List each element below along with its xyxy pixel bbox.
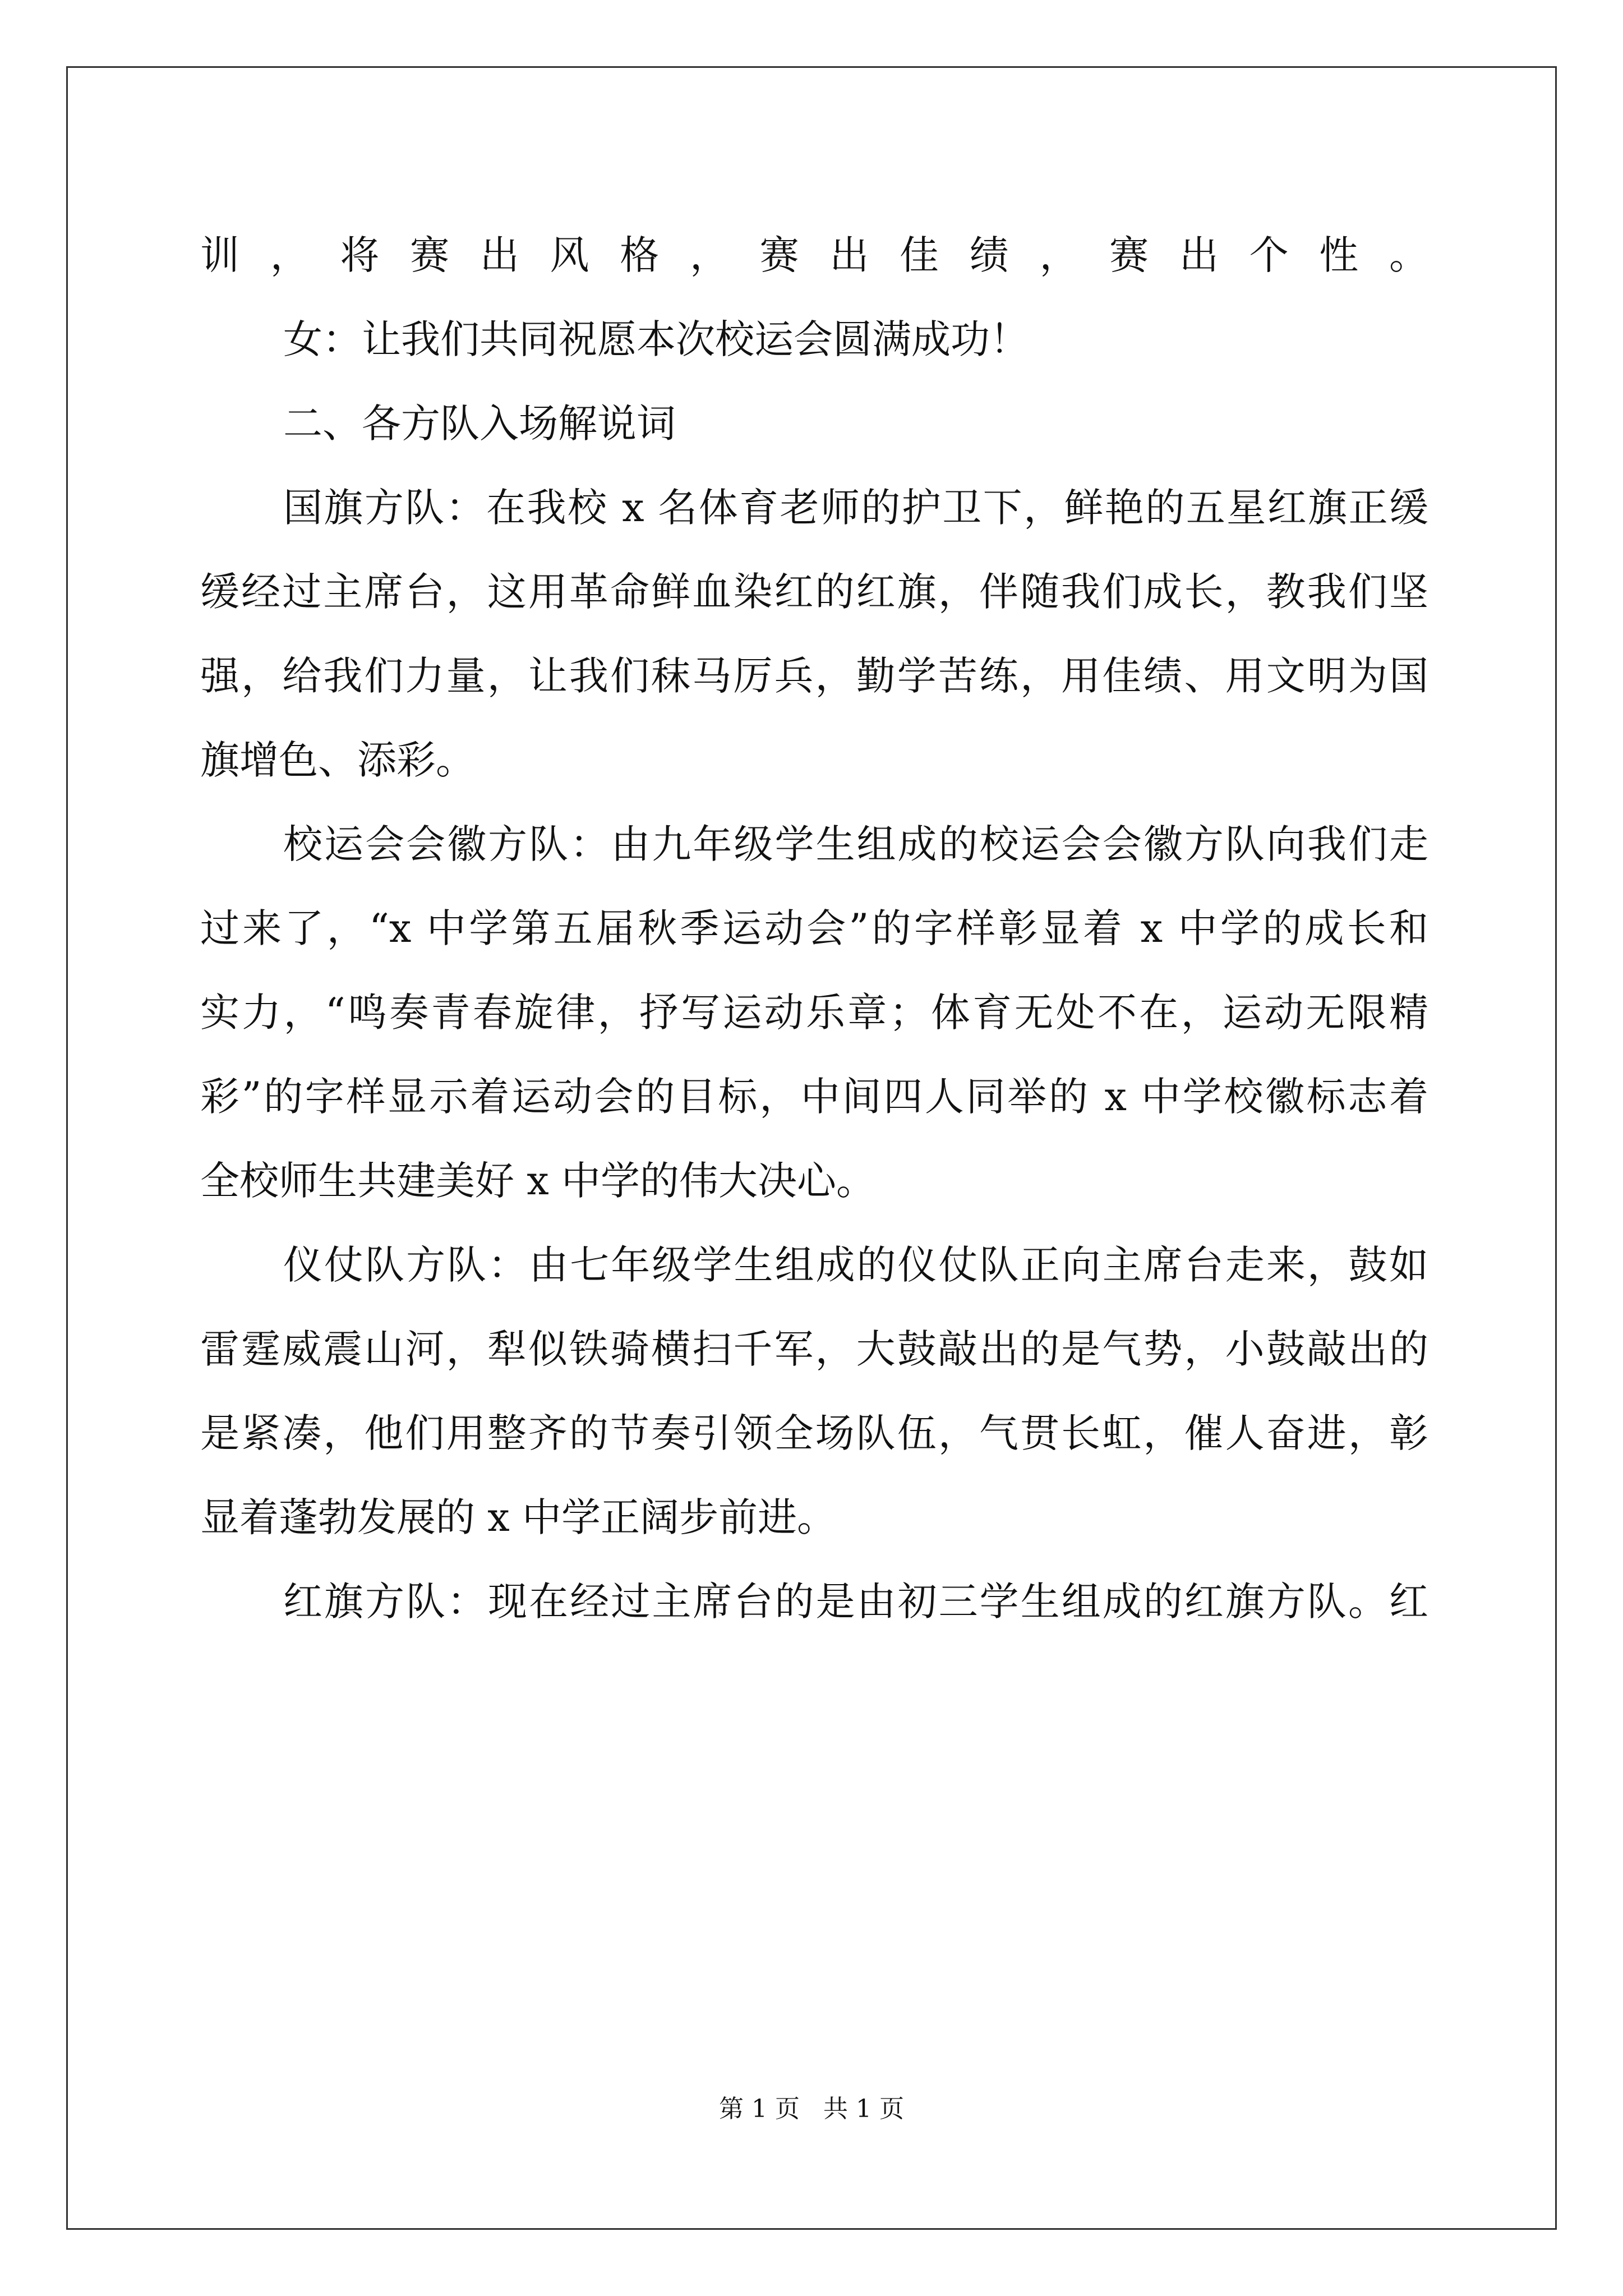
paragraph-line: 是紧凑，他们用整齐的节奏引领全场队伍，气贯长虹，催人奋进，彰 [200,1410,1428,1456]
paragraph-line: 雷霆威震山河，犁似铁骑横扫千军，大鼓敲出的是气势，小鼓敲出的 [200,1326,1428,1372]
paragraph-line: 彩”的字样显示着运动会的目标，中间四人同举的 x 中学校徽标志着 [200,1074,1428,1120]
paragraph-line: 训，将赛出风格，赛出佳绩，赛出个性。 [200,232,1428,278]
paragraph-line: 校运会会徽方队：由九年级学生组成的校运会会徽方队向我们走 [283,821,1428,867]
paragraph-line: 强，给我们力量，让我们秣马厉兵，勤学苦练，用佳绩、用文明为国 [200,653,1428,699]
paragraph-line: 红旗方队：现在经过主席台的是由初三学生组成的红旗方队。红 [283,1579,1428,1625]
page-indicator: 第 1 页 共 1 页 [719,2095,904,2123]
document-body [200,213,1428,1644]
paragraph-line: 旗增色、添彩。 [200,737,475,783]
paragraph-line: 全校师生共建美好 x 中学的伟大决心。 [200,1158,875,1204]
paragraph-line: 显着蓬勃发展的 x 中学正阔步前进。 [200,1494,836,1540]
section-heading: 二、各方队入场解说词 [283,401,676,447]
paragraph-line: 女：让我们共同祝愿本次校运会圆满成功！ [283,316,1029,362]
paragraph-line: 仪仗队方队：由七年级学生组成的仪仗队正向主席台走来，鼓如 [283,1242,1428,1288]
paragraph-line: 实力，“鸣奏青春旋律，抒写运动乐章；体育无处不在，运动无限精 [200,990,1428,1036]
paragraph-line: 国旗方队：在我校 x 名体育老师的护卫下，鲜艳的五星红旗正缓 [283,485,1428,531]
paragraph-line: 过来了，“x 中学第五届秋季运动会”的字样彰显着 x 中学的成长和 [200,905,1428,951]
paragraph-line: 缓经过主席台，这用革命鲜血染红的红旗，伴随我们成长，教我们坚 [200,569,1428,615]
